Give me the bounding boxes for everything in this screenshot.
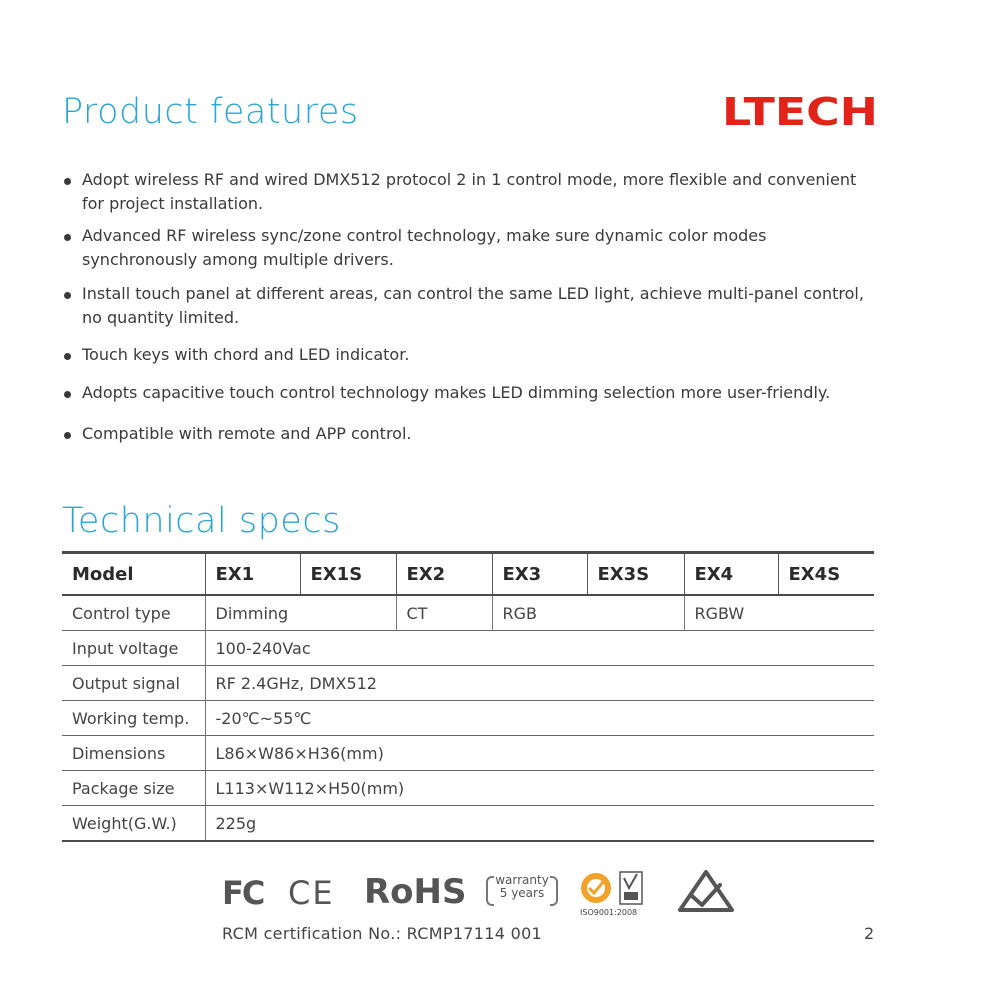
certifications-row <box>222 868 762 920</box>
header-ex2: EX2 <box>396 553 492 596</box>
table-header-row <box>62 553 874 596</box>
warranty-line2: 5 years <box>499 886 545 900</box>
table-row <box>62 771 874 806</box>
row-label: Output signal <box>72 673 180 693</box>
row-value: RF 2.4GHz, DMX512 <box>205 666 874 701</box>
warranty-icon <box>490 874 554 900</box>
control-dimming: Dimming <box>205 595 396 631</box>
table-row <box>62 701 874 736</box>
rohs-icon: RoHS <box>364 872 467 912</box>
bullet-icon <box>64 353 71 360</box>
feature-item <box>62 343 882 367</box>
feature-item <box>62 282 882 330</box>
row-value: 100-240Vac <box>205 631 874 666</box>
bullet-icon <box>64 432 71 439</box>
row-label: Dimensions <box>72 743 166 763</box>
iso-icon <box>580 870 648 916</box>
feature-text: Adopt wireless RF and wired DMX512 protocol 2 in 1 control mode, more flexible and convenient for project installation. <box>82 170 857 213</box>
fc-icon: FC <box>222 874 264 912</box>
rcm-certification-text: RCM certification No.: RCMP17114 001 <box>222 924 543 943</box>
features-heading: Product features <box>62 92 359 132</box>
feature-text: Advanced RF wireless sync/zone control technology, make sure dynamic color modes synchronously among multiple drivers. <box>82 226 767 269</box>
row-label: Package size <box>72 778 175 798</box>
table-row <box>62 736 874 771</box>
row-value: -20℃~55℃ <box>205 701 874 736</box>
feature-item <box>62 224 882 272</box>
header-ex1s: EX1S <box>300 553 396 596</box>
feature-text: Install touch panel at different areas, can control the same LED light, achieve multi-panel control, no quantity limited. <box>82 284 864 327</box>
control-rgb: RGB <box>492 595 684 631</box>
svg-text:LTECH: LTECH <box>722 92 878 132</box>
feature-item <box>62 168 882 216</box>
row-value: L86×W86×H36(mm) <box>205 736 874 771</box>
feature-text: Compatible with remote and APP control. <box>82 424 412 443</box>
bullet-icon <box>64 292 71 299</box>
rcm-icon <box>676 868 736 914</box>
feature-item <box>62 381 882 405</box>
row-label: Control type <box>72 603 171 623</box>
warranty-line1: warranty <box>495 873 549 887</box>
control-rgbw: RGBW <box>684 595 874 631</box>
page-number: 2 <box>864 924 875 943</box>
header-ex3: EX3 <box>492 553 587 596</box>
bullet-icon <box>64 391 71 398</box>
feature-text: Adopts capacitive touch control technology makes LED dimming selection more user-friendly. <box>82 383 831 402</box>
table-row <box>62 595 874 631</box>
header-model: Model <box>72 563 134 585</box>
bullet-icon <box>64 178 71 185</box>
features-list <box>62 168 882 446</box>
table-row <box>62 631 874 666</box>
ce-icon: CE <box>288 874 335 912</box>
header-ex3s: EX3S <box>587 553 684 596</box>
feature-text: Touch keys with chord and LED indicator. <box>82 345 410 364</box>
row-value: 225g <box>205 806 874 842</box>
iso-text: ISO9001:2008 <box>580 908 638 917</box>
specs-table <box>62 551 874 842</box>
header-ex4: EX4 <box>684 553 778 596</box>
feature-item <box>62 422 882 446</box>
table-row <box>62 666 874 701</box>
specs-heading: Technical specs <box>62 501 341 541</box>
ltech-logo <box>722 92 882 132</box>
row-label: Input voltage <box>72 638 179 658</box>
header-ex4s: EX4S <box>778 553 874 596</box>
row-value: L113×W112×H50(mm) <box>205 771 874 806</box>
header-ex1: EX1 <box>205 553 300 596</box>
control-ct: CT <box>396 595 492 631</box>
row-label: Weight(G.W.) <box>72 813 177 833</box>
row-label: Working temp. <box>72 708 190 728</box>
bullet-icon <box>64 234 71 241</box>
table-row <box>62 806 874 842</box>
